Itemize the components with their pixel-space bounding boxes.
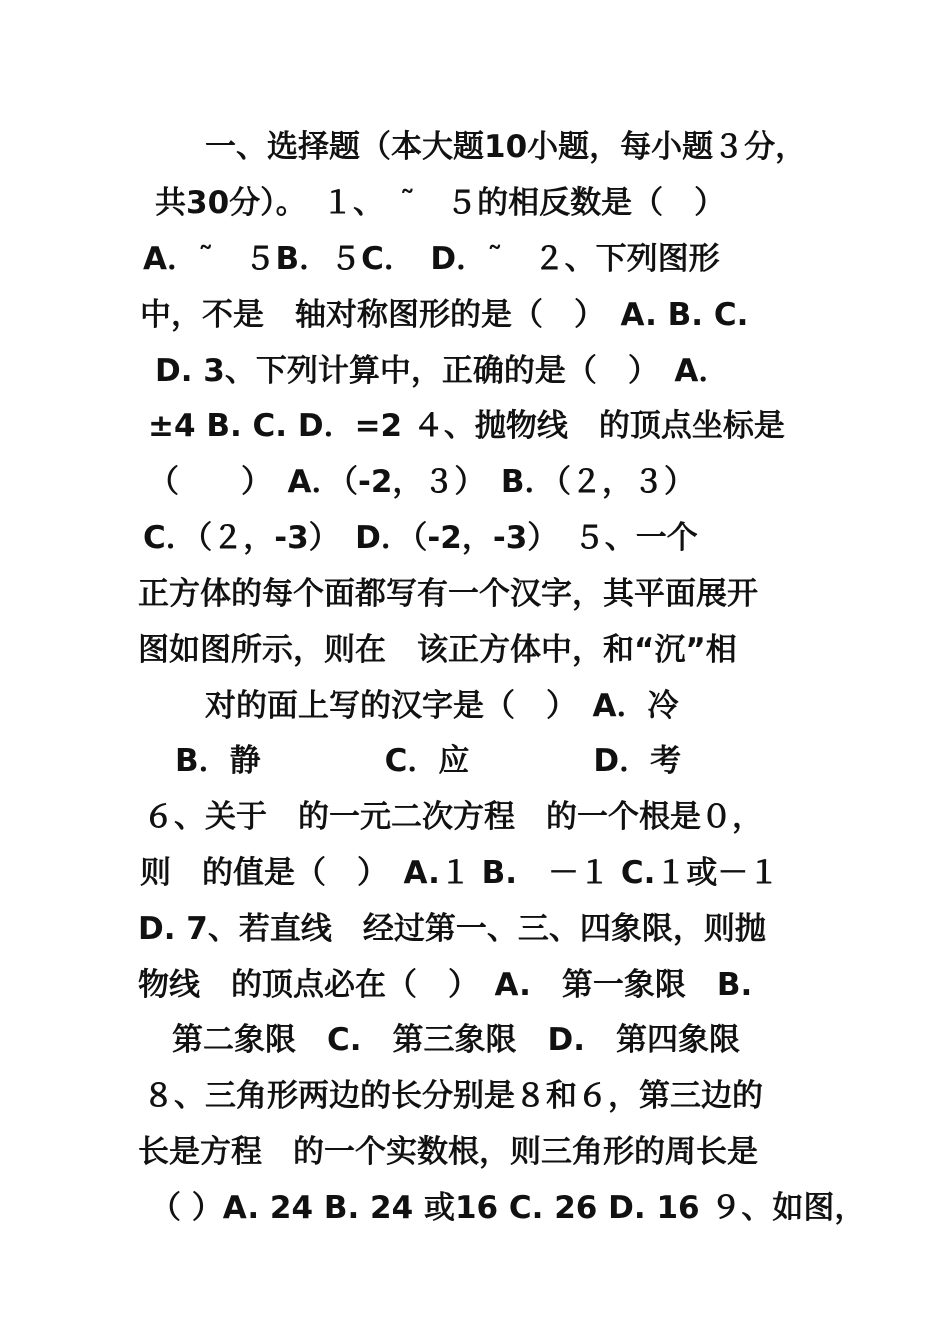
text-line: 一、选择题（本大题10小题，每小题３分， <box>205 129 807 165</box>
text-line: 正方体的每个面都写有一个汉字，其平面展开 <box>138 576 758 612</box>
text-line: 物线 的顶点必在（ ） A. 第一象限 B. <box>138 967 753 1003</box>
text-line: ８、三角形两边的长分别是８和６，第三边的 <box>143 1078 763 1114</box>
text-line: 中，不是 轴对称图形的是（ ） A. B. C. <box>140 297 749 333</box>
text-line: B．静 C．应 D．考 <box>175 743 682 779</box>
text-line: 对的面上写的汉字是（ ） A．冷 <box>205 688 679 724</box>
text-line: C．（２，-3） D．（-2，-3） ５、一个 <box>143 520 698 556</box>
text-line: （ ）A. 24 B. 24 或16 C. 26 D. 16 ９、如图， <box>150 1190 866 1226</box>
text-line: 图如图所示，则在 该正方体中，和“沉”相 <box>138 632 737 668</box>
text-line: D. 3、下列计算中，正确的是（ ） A． <box>155 353 730 389</box>
text-line: ±4 B. C. D．=2 ４、抛物线 的顶点坐标是 <box>148 408 785 444</box>
text-line: （ ） A．（-2，３） B．（２，３） <box>148 464 696 500</box>
text-line: D. 7、若直线 经过第一、三、四象限，则抛 <box>138 911 766 947</box>
text-line: 则 的值是（ ） A.１ B. －１ C.１或－１ <box>140 855 780 891</box>
text-line: A．˜ ５B．５C． D．˜ ２、下列图形 <box>143 241 720 277</box>
text-line: 共30分）。 １、 ˜ ５的相反数是（ ） <box>155 185 726 221</box>
text-line: 长是方程 的一个实数根，则三角形的周长是 <box>138 1134 758 1170</box>
text-line: 第二象限 C. 第三象限 D. 第四象限 <box>172 1022 741 1058</box>
text-line: ６、关于 的一元二次方程 的一个根是０， <box>143 799 763 835</box>
